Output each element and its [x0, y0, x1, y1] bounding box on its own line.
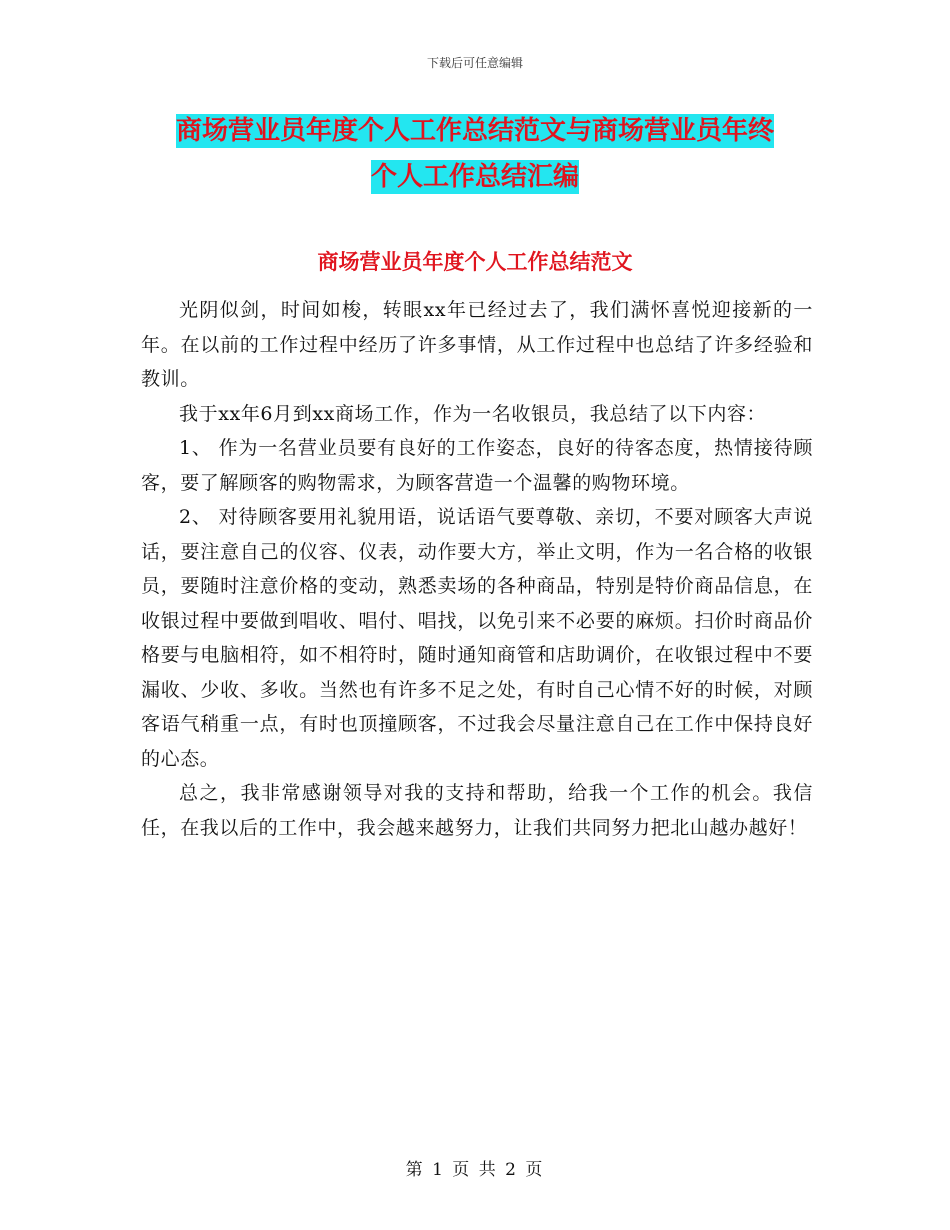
- paragraph: 总之，我非常感谢领导对我的支持和帮助，给我一个工作的机会。我信任，在我以后的工作中，我会越来越努力，让我们共同努力把北山越办越好！: [141, 782, 813, 839]
- document-title: [140, 108, 810, 200]
- paragraph: 1、 作为一名营业员要有良好的工作姿态，良好的待客态度，热情接待顾客，要了解顾客的购物需求，为顾客营造一个温馨的购物环境。: [141, 437, 813, 494]
- section-title: 商场营业员年度个人工作总结范文: [317, 249, 633, 274]
- header-note: 下载后可任意编辑: [426, 56, 523, 70]
- paragraph: 光阴似剑，时间如梭，转眼xx年已经过去了，我们满怀喜悦迎接新的一年。在以前的工作过程中经历了许多事情，从工作过程中也总结了许多经验和教训。: [141, 299, 813, 390]
- document-body: [141, 293, 813, 845]
- title-line-2: 个人工作总结汇编: [370, 162, 579, 192]
- paragraph: 2、 对待顾客要用礼貌用语，说话语气要尊敬、亲切，不要对顾客大声说话，要注意自己的仪容、仪表，动作要大方，举止文明，作为一名合格的收银员，要随时注意价格的变动，熟悉卖场的各种商品，特别是特价商品信息，在收银过程中要做到唱收、唱付、唱找，以免引来不必要的麻烦。扫价时商品价格要与电脑相符，如不相符时，随时通知商管和店助调价，在收银过程中不要漏收、少收、多收。当然也有许多不足之处，有时自己心情不好的时候，对顾客语气稍重一点，有时也顶撞顾客，不过我会尽量注意自己在工作中保持良好的心态。: [141, 506, 813, 770]
- paragraph: 我于xx年6月到xx商场工作，作为一名收银员，我总结了以下内容：: [179, 402, 767, 425]
- title-line-1: 商场营业员年度个人工作总结范文与商场营业员年终: [175, 116, 774, 146]
- page-footer: 第 1 页 共 2 页: [405, 1160, 545, 1180]
